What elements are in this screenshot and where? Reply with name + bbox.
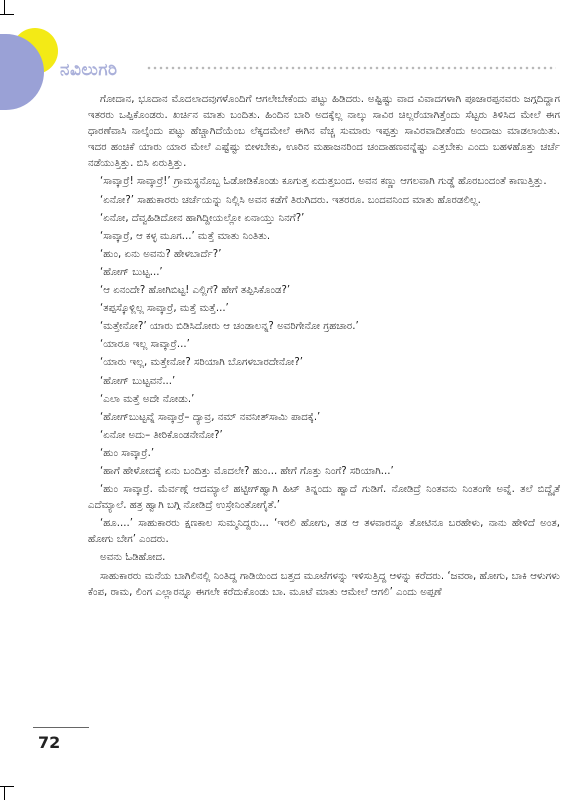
dotted-header-rule — [146, 66, 556, 70]
paragraph: ‘ಮತ್ತೇನೋ?’ ಯಾರು ಬಿಡಿಸಿದೋರು ಆ ಚಂಡಾಲನ್ನ? ಅವರಿಗೇನೋ ಗ್ರಹಚಾರ.’ — [100, 321, 359, 333]
paragraph: ‘ಹೋಗ್‌ಬುಟ್ಟವ್ನೆ ಸಾವ್ಕಾರ್ರೆ– ದ್ಯಾವ್ರ, ನಮ್ ನವನೀತ್‌ಸಾಮಿ ಪಾದಕ್ಕೆ.’ — [100, 411, 321, 423]
paragraph: ‘ಸಾವ್ಕಾರ್ರೆ! ಸಾವ್ಕಾರ್ರೆ!’ ಗ್ರಾಮಸ್ಥನೊಬ್ಬ ಓಡೋಡಿಕೊಂಡು ಕೂಗುತ್ತ ಏದುತ್ತಬಂದ. ಅವನ ಕಣ್ಣು ಆಗಲವಾಗಿ ಗುಡ್ಡೆ ಹೊರಬಂದಂತೆ ಕಾಣುತ್ತಿತ್ತು. — [100, 176, 547, 188]
paragraph: ‘ಹುಂ, ಏನು ಅವನು? ಹೇಳಬಾರ್ದೆ?’ — [100, 248, 222, 260]
paragraph: ‘ಹುಂ ಸಾವ್ಕಾರ್ರೆ. ಮೆರ್ವಣ್ಗೆ ಆದಮ್ಯಾಲೆ ಹಟ್ಟೀಗ್‌ಹ್ವಾಗಿ ಹಿಟ್ ತಿನ್ನಂದು ಹ್ವಾದೆ ಗುಡಿಗೆ. ನೋಡಿದ್ರೆ ನಿಂತವನು ನಿಂತಂಗೇ ಅವ್ನೆ. ತಲೆ ಬಿದ್ದೈತೆ ಎದೆಮ್ಯಾಲೆ. ಹತ್ರ ಹ್ವಾಗಿ ಬಗ್ಗಿ ನೋಡಿದ್ರೆ ಉಸ್ರೇನಿಂತೋಗೈತೆ.’ — [88, 484, 560, 512]
paragraph: ‘ಏನೋ ಅದು– ತೀರಿಕೊಂಡನೇನೋ?’ — [100, 429, 223, 441]
running-header: ನವಿಲುಗರಿ — [60, 60, 118, 80]
body-text — [88, 92, 560, 601]
paragraph: ಅವನು ಓಡಿಹೋದ. — [100, 552, 166, 564]
paragraph: ‘ಎಲಾ ಮತ್ತೆ ಅದೇ ನೋಡು.’ — [100, 393, 195, 405]
paragraph: ‘ಏನೋ, ದೆವ್ವಹಿಡಿದೋನ ಹಾಗಿದ್ದೀಯಲ್ಲೋ ಏನಾಯ್ತು ನಿನಗೆ?’ — [100, 212, 305, 224]
paragraph: ‘ಯಾರು ಇಲ್ಲ, ಮತ್ತೇನೋ? ಸರಿಯಾಗಿ ಬೊಗಳಬಾರದೇನೋ?’ — [100, 357, 304, 369]
page-number: 72 — [38, 733, 61, 752]
paragraph: ‘ಆ ಏನಂದೇ? ಹೋಗಿಬಿಟ್ಟ! ಎಲ್ಲಿಗೆ? ಹೇಗೆ ತಪ್ಪಿಸಿಕೊಂಡ?’ — [100, 285, 291, 297]
paragraph: ಗೋದಾನ, ಭೂದಾನ ಮೊದಲಾದವುಗಳೊಂದಿಗೆ ಆಗಲೇಬೇಕೆಂದು ಪಟ್ಟು ಹಿಡಿದರು. ಅಷ್ಟಿಷ್ಟು ವಾದ ವಿವಾದಗಳಾಗಿ ಪೂಜಾರಪ್ಪನವರು ಜಗ್ಗದಿದ್ದಾಗ ಇತರರು ಒಪ್ಪಿಕೊಂಡರು. ಖರ್ಚಿನ ಮಾತು ಬಂದಿತು. ಹಿಂದಿನ ಬಾರಿ ಅದಕ್ಕೆಲ್ಲ ನಾಲ್ಕು ಸಾವಿರ ಚಿಲ್ಲರೆಯಾಗಿತ್ತೆಂದು ಸೆಟ್ಟರು ತಿಳಿಸಿದ ಮೇಲೆ ಈಗ ಧಾರಣೆವಾಸಿ ನಾಲ್ಕೆಂದು ಪಟ್ಟು ಹೆಚ್ಚಾಗಿದೆಯೆಂಬ ಲೆಕ್ಕದಮೇಲೆ ಈಗಿನ ವೆಚ್ಚ ಸುಮಾರು ಇಪ್ಪತ್ತು ಸಾವಿರವಾದೀತೆಂದು ಅಂದಾಜು ಮಾಡಲಾಯಿತು. ಇದರ ಹಂಚಿಕೆ ಯಾರು ಯಾರ ಮೇಲೆ ಎಷ್ಟೆಷ್ಟು ಬೀಳಬೇಕು, ಊರಿನ ಮಹಾಜನರಿಂದ ಚಂದಾಹಣವನ್ನೆಷ್ಟು ಎತ್ತಬೇಕು ಎಂದು ಬಹಳಹೊತ್ತು ಚರ್ಚೆ ನಡೆಯುತ್ತಿತ್ತು. ಬಿಸಿ ಏರುತ್ತಿತ್ತು. — [88, 94, 560, 170]
crop-mark-bottom — [0, 786, 14, 787]
paragraph: ‘ಯಾರೂ ಇಲ್ಲ ಸಾವ್ಕಾರ್ರೆ...’ — [100, 339, 190, 351]
paragraph: ‘ಏನೋ?’ ಸಾಹುಕಾರರು ಚರ್ಚೆಯನ್ನು ನಿಲ್ಲಿಸಿ ಅವನ ಕಡೆಗೆ ತಿರುಗಿದರು. ಇತರರೂ. ಬಂದವನಿಂದ ಮಾತು ಹೊರಡಲಿಲ್ಲ. — [100, 194, 481, 206]
paragraph: ಸಾಹುಕಾರರು ಮನೆಯ ಬಾಗಿಲಿನಲ್ಲಿ ನಿಂತಿದ್ದ ಗಾಡಿಯಿಂದ ಬತ್ತದ ಮೂಟೆಗಳನ್ನು ಇಳಿಸುತ್ತಿದ್ದ ಆಳನ್ನು ಕರೆದರು. ‘ಜವರಾ, ಹೋಗು, ಬಾಕಿ ಆಳುಗಳು ಕೆಂಪ, ರಾಮ, ಲಿಂಗ ಎಲ್ಲಾರನ್ನೂ ಈಗಲೇ ಕರೆದುಕೊಂಡು ಬಾ. ಮೂಟೆ ಮಾತು ಆಮೇಲೆ ಆಗಲಿ’ ಎಂದು ಅಪ್ಪಣೆ — [88, 570, 560, 598]
crop-mark-top — [0, 14, 14, 15]
paragraph: ‘ತಪ್ಪಸ್ಕೊಳ್ಲಿಲ್ಲ ಸಾವ್ಕಾರ್ರೆ, ಮತ್ತೆ ಮತ್ತೆ...’ — [100, 303, 229, 315]
crop-mark-bottom — [4, 786, 5, 800]
paragraph: ‘ಹೋಗ್ ಬುಟ್ಟ...’ — [100, 266, 163, 278]
paragraph: ‘ಹೂ....’ ಸಾಹುಕಾರರು ಕ್ಷಣಕಾಲ ಸುಮ್ಮನಿದ್ದರು... ‘ಇರಲಿ ಹೋಗು, ತಡ ಆ ತಳವಾರನ್ನೂ ತೋಟಿನೂ ಬರಹೇಳು, ನಾನು ಹೇಳಿದೆ ಅಂತ, ಹೋಗು ಬೇಗ’ ಎಂದರು. — [88, 518, 560, 546]
paragraph: ‘ಹಾಗೆ ಹೇಳೋದಕ್ಕೆ ಏನು ಬಂದಿತ್ತು ಮೊದಲೇ? ಹುಂ... ಹೇಗೆ ಗೊತ್ತು ನಿಂಗೆ? ಸರಿಯಾಗಿ...’ — [100, 465, 394, 477]
paragraph: ‘ಸಾವ್ಕಾರ್ರೆ, ಆ ಕಳ್ಳ ಮೂಗ...’ ಮತ್ತೆ ಮಾತು ನಿಂತಿತು. — [100, 230, 271, 242]
paragraph: ‘ಹೋಗ್ ಬುಟ್ಟವನೆ...’ — [100, 375, 176, 387]
footer-rule — [33, 727, 89, 728]
crop-mark-top — [4, 0, 5, 14]
paragraph: ‘ಹುಂ ಸಾವ್ಕಾರ್ರೆ.’ — [100, 447, 155, 459]
